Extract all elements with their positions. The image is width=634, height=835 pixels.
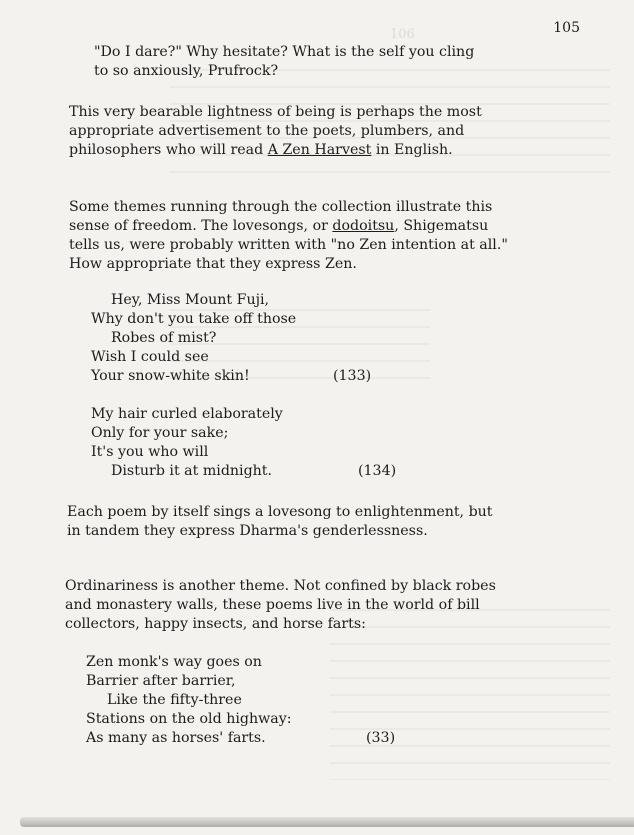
page-number: 105 bbox=[553, 20, 580, 36]
poem-line: Only for your sake; bbox=[91, 425, 229, 441]
book-title: A Zen Harvest bbox=[267, 142, 372, 158]
poem-line: Wish I could see bbox=[91, 349, 209, 365]
para2-line-3: tells us, were probably written with "no Zen intention at all." bbox=[69, 237, 508, 253]
para3-line-2: in tandem they express Dharma's genderlessness. bbox=[67, 523, 428, 539]
book-page: 106 105 "Do I dare?" Why hesitate? What is the self you cling to so anxiously, Prufrock? This very bearable lightness of being is perhaps the most appropriate advertisement to the poets, plumbers, and philosophers who will read A Zen Harvest in English. Some themes running through the collection illustrate this sense of freedom. The lovesongs, or dodoitsu, Shigematsu tells us, were probably written with "no Zen intention at all." How appropriate that they express Zen. Hey, Miss Mount Fuji, Why don't you take off those Robes of mist? Wish I could see Your snow-white skin! (133) My hair curled elaborately Only for your sake; It's you who will Disturb it at midnight. (134) Each poem by itself sings a lovesong to enlightenment, but in tandem they express Dharma's genderlessness. Ordinariness is another theme. Not confined by black robes and monastery walls, these poems live in the world of bill collectors, happy insects, and horse farts: Zen monk's way goes on Barrier after barrier, Like the fifty-three Stations on the old highway: As many as horses' farts. (33) bbox=[0, 0, 634, 835]
para1-line-2: appropriate advertisement to the poets, plumbers, and bbox=[69, 123, 465, 139]
poem-line: Hey, Miss Mount Fuji, bbox=[111, 292, 270, 308]
quote-line-2: to so anxiously, Prufrock? bbox=[94, 63, 279, 79]
para3-line-1: Each poem by itself sings a lovesong to enlightenment, but bbox=[67, 504, 493, 520]
poem-line: As many as horses' farts. bbox=[86, 730, 266, 746]
poem-line: My hair curled elaborately bbox=[91, 406, 283, 422]
poem-number: (134) bbox=[358, 463, 397, 479]
poem-line: Barrier after barrier, bbox=[86, 673, 236, 689]
poem-number: (33) bbox=[366, 730, 396, 746]
poem-line: Your snow-white skin! bbox=[91, 368, 250, 384]
para1-line-1: This very bearable lightness of being is perhaps the most bbox=[69, 104, 482, 120]
para2-line-1: Some themes running through the collection illustrate this bbox=[69, 199, 493, 215]
poem-line: Stations on the old highway: bbox=[86, 711, 292, 727]
para2-line-4: How appropriate that they express Zen. bbox=[69, 256, 357, 272]
term-dodoitsu: dodoitsu bbox=[332, 218, 395, 234]
para2-line-2: sense of freedom. The lovesongs, or dodoitsu, Shigematsu bbox=[69, 218, 489, 234]
poem-number: (133) bbox=[333, 368, 372, 384]
poem-line: Zen monk's way goes on bbox=[86, 654, 262, 670]
poem-line: Disturb it at midnight. bbox=[111, 463, 273, 479]
para4-line-3: collectors, happy insects, and horse farts: bbox=[65, 616, 366, 632]
poem-line: It's you who will bbox=[91, 444, 209, 460]
poem-line: Why don't you take off those bbox=[91, 311, 297, 327]
quote-line-1: "Do I dare?" Why hesitate? What is the self you cling bbox=[94, 44, 475, 60]
poem-line: Like the fifty-three bbox=[107, 692, 242, 708]
poem-line: Robes of mist? bbox=[111, 330, 217, 346]
page-edge-shadow bbox=[20, 817, 634, 827]
para4-line-1: Ordinariness is another theme. Not confined by black robes bbox=[65, 578, 496, 594]
para4-line-2: and monastery walls, these poems live in the world of bill bbox=[65, 597, 480, 613]
para1-line-3: philosophers who will read A Zen Harvest in English. bbox=[69, 142, 453, 158]
